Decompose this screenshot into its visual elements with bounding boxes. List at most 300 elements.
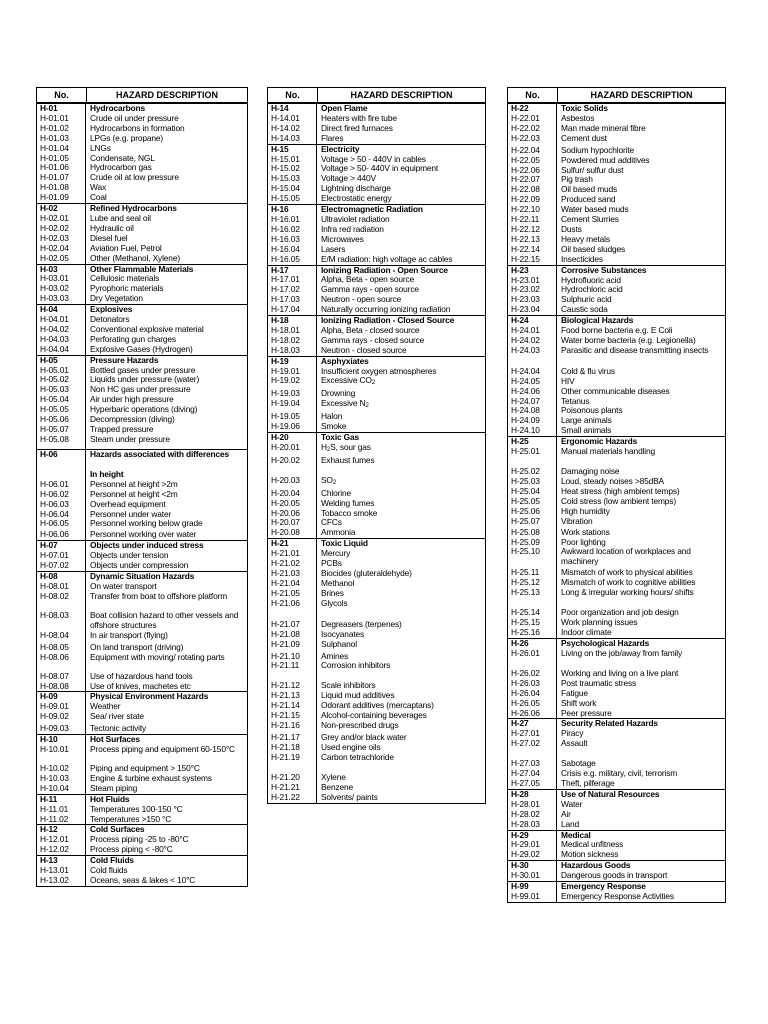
group-row [508,436,725,447]
hazard-code: H-09.02 [37,712,86,724]
hazard-code: H-06.02 [37,490,86,500]
hazard-code: H-08.04 [37,631,86,643]
table-row [268,422,485,432]
hazard-code: H-08.06 [37,653,86,672]
hazard-code: H-05.04 [37,395,86,405]
hazard-code: H-18.01 [268,326,317,336]
table-row [37,653,247,672]
hazard-description: Cement dust [561,133,607,143]
hazard-description: Indoor climate [561,628,612,638]
table-row [268,155,485,165]
hazard-code: H-08 [37,572,86,582]
hazard-code: H-15.04 [268,184,317,194]
hazard-description: Objects under tension [90,551,169,561]
hazard-code: H-26.02 [508,669,557,679]
table-row [268,569,485,579]
hazard-description: Personnel under water [90,509,172,519]
table-row [508,124,725,134]
hazard-description: Alpha, Beta - closed source [321,325,420,335]
table-row [508,769,725,779]
hazard-description: Conventional explosive material [90,324,204,334]
hazard-code: H-16.03 [268,235,317,245]
hazard-code: H-99.01 [508,892,557,902]
hazard-description: Other Flammable Materials [90,264,194,274]
table-row [268,630,485,640]
table-row [508,689,725,699]
hazard-description: Hydraulic oil [90,223,134,233]
hazard-description: Theft, pilferage [561,779,615,789]
hazard-code: H-28.02 [508,810,557,820]
table-row [268,528,485,538]
hazard-code: H-25.16 [508,628,557,638]
hazard-code: H-27.05 [508,779,557,789]
hazard-code: H-04 [37,305,86,315]
table-row [508,618,725,628]
hazard-code: H-27 [508,719,557,729]
group-row [268,315,485,326]
hazard-code: H-01.06 [37,163,86,173]
group-row [508,315,725,326]
table-row [268,509,485,519]
table-row [37,745,247,764]
hazard-code: H-29.02 [508,850,557,860]
hazard-description: Biocides (gluteraldehyde) [321,568,412,578]
hazard-description: Ionizing Radiation - Open Source [321,265,448,275]
hazard-description: Personnel at height >2m [90,479,178,489]
hazard-rows-middle [268,103,485,803]
hazard-code: H-28.01 [508,800,557,810]
hazard-description: Oil based sludges [561,244,626,254]
hazard-code: H-21.05 [268,589,317,599]
hazard-code: H-27.04 [508,769,557,779]
hazard-code: H-01.05 [37,154,86,164]
hazard-code: H-29.01 [508,840,557,850]
table-row [508,235,725,245]
table-row [37,631,247,643]
hazard-code: H-21.09 [268,640,317,652]
table-row [268,793,485,803]
hazard-code: H-22.06 [508,166,557,176]
hazard-code: H-10 [37,735,86,745]
hazard-code: H-28.03 [508,820,557,830]
table-row [508,588,725,608]
hazard-code: H-19.04 [268,399,317,412]
hazard-description: Detonators [90,315,130,325]
table-row [268,652,485,662]
table-row [268,661,485,681]
hazard-description: Direct fired furnaces [321,123,393,133]
table-row [37,592,247,611]
table-row [508,538,725,548]
hazard-description: Parasitic and disease transmitting insects [561,345,709,355]
hazard-description: Methanol [321,578,355,588]
hazard-description: Naturally occurring ionizing radiation [321,305,451,315]
table-header [268,88,485,103]
hazard-code: H-11.01 [37,805,86,815]
hazard-description: Temperatures >150 °C [90,814,172,824]
hazard-code: H-22.02 [508,124,557,134]
table-row [268,245,485,255]
table-row [268,691,485,701]
hazard-code: H-21.15 [268,711,317,721]
table-row [37,784,247,794]
hazard-table-middle [267,87,486,804]
hazard-code: H-12.02 [37,845,86,855]
hazard-description: Process piping and equipment 60-150°C [90,745,235,755]
hazard-code: H-02.02 [37,224,86,234]
hazard-description: Motion sickness [561,850,619,860]
hazard-code: H-09.01 [37,702,86,712]
table-row [508,387,725,397]
hazard-code: H-26.03 [508,679,557,689]
table-row [508,759,725,769]
hazard-code: H-25.01 [508,447,557,467]
hazard-code: H-05.01 [37,366,86,376]
hazard-description: Sabotage [561,759,596,769]
hazard-code: H-26.05 [508,699,557,709]
hazard-code: H-07.01 [37,551,86,561]
table-row [508,850,725,860]
hazard-code: H-09 [37,692,86,702]
hazard-code: H-18.03 [268,346,317,356]
hazard-code: H-01 [37,104,86,114]
table-row [508,729,725,739]
hazard-code: H-25.03 [508,477,557,487]
hazard-code: H-24.01 [508,326,557,336]
hazard-description: Other communicable diseases [561,386,670,396]
hazard-description: Drowning [321,389,356,399]
table-row [508,699,725,709]
hazard-description: Air [561,809,571,819]
hazard-description: Hydrocarbons in formation [90,123,185,133]
hazard-code: H-17.03 [268,295,317,305]
table-row [508,810,725,820]
table-row [508,166,725,176]
hazard-code: H-16.05 [268,255,317,265]
table-row [268,743,485,753]
hazard-description: Insecticides [561,254,603,264]
hazard-description: Electricity [321,144,360,154]
group-row [508,789,725,800]
hazard-description: Voltage > 440V [321,174,376,184]
group-row [508,830,725,841]
hazard-description: CFCs [321,518,342,528]
hazard-description: Alcohol-containing beverages [321,711,427,721]
hazard-code: H-06.05 [37,519,86,530]
hazard-code: H-16.04 [268,245,317,255]
table-row [508,134,725,146]
hazard-code: H-19.06 [268,422,317,432]
hazard-code: H-21.13 [268,691,317,701]
hazard-code: H-21.19 [268,753,317,773]
hazard-code: H-21.08 [268,630,317,640]
hazard-description: Shift work [561,698,597,708]
hazard-code: H-23.03 [508,295,557,305]
table-row [37,876,247,886]
hazard-description: Neutron - closed source [321,345,407,355]
table-row [268,389,485,399]
group-row [37,355,247,366]
hazard-code: H-05.02 [37,375,86,385]
table-row [268,443,485,456]
hazard-description: Welding fumes [321,498,375,508]
table-row [268,549,485,559]
hazard-code: H-25.05 [508,497,557,507]
hazard-description: E/M radiation: high voltage ac cables [321,254,453,264]
hazard-code: H-06.03 [37,500,86,510]
hazard-description: Neutron - open source [321,295,402,305]
hazard-code: H-06 [37,450,86,470]
hazard-code: H-11 [37,795,86,805]
hazard-description: Water borne bacteria (e.g. Legionella) [561,335,696,345]
hazard-code: H-03.01 [37,274,86,284]
hazard-description: Assault [561,739,588,749]
table-row [508,185,725,195]
hazard-code: H-15.01 [268,155,317,165]
table-row [268,733,485,743]
hazard-description: Explosives [90,305,133,315]
hazard-description: Tetanus [561,396,590,406]
hazard-code: H-27.03 [508,759,557,769]
hazard-code: H-18 [268,316,317,326]
table-row [268,295,485,305]
table-row [508,285,725,295]
hazard-description: Loud, steady noises >85dBA [561,477,664,486]
table-row [268,346,485,356]
hazard-description: Security Related Hazards [561,719,658,729]
hazard-description: Physical Environment Hazards [90,692,209,702]
hazard-description: Powdered mud additives [561,155,650,165]
hazard-description: Benzene [321,782,354,792]
hazard-description: Large animals [561,416,612,426]
hazard-description: Hyperbaric operations (diving) [90,405,198,415]
hazard-code: H-17.02 [268,285,317,295]
hazard-code: H-24.06 [508,387,557,397]
hazard-description: Objects under compression [90,561,189,571]
table-row [508,487,725,497]
hazard-code: H-16.01 [268,215,317,225]
group-row [268,103,485,114]
hazard-code: H-05.08 [37,435,86,449]
table-row [37,815,247,825]
hazard-description: Heat stress (high ambient temps) [561,486,680,496]
hazard-description: Heavy metals [561,234,610,244]
hazard-description: Asbestos [561,113,595,123]
table-row [268,174,485,184]
hazard-code: H-14.02 [268,124,317,134]
hazard-description: Toxic Gas [321,433,360,442]
hazard-description: Work planning issues [561,618,638,628]
hazard-code: H-24.10 [508,426,557,436]
hazard-rows-right [508,103,725,902]
table-row [37,254,247,264]
hazard-code: H-09.03 [37,724,86,734]
hazard-description: Work stations [561,527,610,537]
hazard-code: H-07.02 [37,561,86,571]
hazard-description: Asphyxiates [321,356,369,366]
table-row [508,406,725,416]
hazard-code: H-25.11 [508,568,557,578]
table-row [268,599,485,620]
hazard-description: Piracy [561,729,584,739]
hazard-description: Dangerous goods in transport [561,871,668,881]
hazard-code: H-26.01 [508,649,557,669]
table-row [508,195,725,205]
hazard-description: LNGs [90,143,111,153]
hazard-code: H-20.08 [268,528,317,538]
table-row [37,193,247,203]
table-row [508,547,725,568]
table-row [268,326,485,336]
hazard-code: H-23 [508,266,557,276]
hazard-code: H-20.02 [268,456,317,476]
table-row [508,336,725,346]
hazard-code: H-06.01 [37,480,86,490]
hazard-code: H-25.15 [508,618,557,628]
hazard-code: H-16 [268,205,317,215]
hazard-code: H-02.04 [37,244,86,254]
hazard-code: H-04.02 [37,325,86,335]
hazard-description: Dynamic Situation Hazards [90,572,195,582]
hazard-description: Engine & turbine exhaust systems [90,773,212,783]
hazard-code: H-22.09 [508,195,557,205]
table-row [508,477,725,487]
hazard-code: H-21.06 [268,599,317,620]
table-row [37,682,247,692]
hazard-description: Cold Fluids [90,856,134,866]
hazard-code: H-26.04 [508,689,557,699]
hazard-code: H-24 [508,316,557,326]
table-row [508,175,725,185]
hazard-code: H-10.04 [37,784,86,794]
hazard-description: Corrosive Substances [561,265,647,275]
hazard-description: On water transport [90,581,157,591]
hazard-description: Transfer from boat to offshore platform [90,591,228,601]
hazard-description: Tectonic activity [90,724,147,734]
hazard-description: Objects under induced stress [90,541,204,551]
hazard-description: In air transport (flying) [90,630,168,640]
hazard-description: Liquids under pressure (water) [90,375,200,385]
group-row [508,265,725,276]
hazard-code: H-16.02 [268,225,317,235]
hazard-code: H-21.10 [268,652,317,662]
hazard-code: H-21.20 [268,773,317,783]
table-row [268,681,485,691]
hazard-code: H-27.01 [508,729,557,739]
hazard-code: H-15 [268,145,317,155]
hazard-code: H-04.01 [37,315,86,325]
hazard-description: Process piping < -80°C [90,845,173,855]
hazard-code: H-21.18 [268,743,317,753]
table-header [37,88,247,103]
table-row [268,184,485,194]
hazard-description: Awkward location of workplaces and machinery [561,547,691,567]
hazard-description: Microwaves [321,234,364,244]
hazard-code: H-19.05 [268,412,317,422]
hazard-code: H-23.01 [508,276,557,286]
hazard-code: H-30 [508,861,557,871]
hazard-code: H-22.01 [508,114,557,124]
hazard-description: Explosive Gases (Hydrogen) [90,344,193,354]
hazard-description: Weather [90,702,121,712]
hazard-description: Xylene [321,772,346,782]
hazard-description: Isocyanates [321,629,365,639]
table-row [508,346,725,367]
hazard-code: H-05.06 [37,415,86,425]
hazard-description: Process piping -25 to -80°C [90,835,189,845]
hazard-description: Electrostatic energy [321,194,392,204]
table-row [508,245,725,255]
table-row [268,215,485,225]
hazard-description: Insufficient oxygen atmospheres [321,366,437,376]
hazard-description: Bottled gases under pressure [90,365,196,375]
hazard-description: Aviation Fuel, Petrol [90,243,162,253]
hazard-description: In height [90,469,124,479]
table-row [37,611,247,631]
hazard-code: H-04.04 [37,345,86,355]
hazard-description: Equipment with moving/ rotating parts [90,652,225,662]
hazard-description: Personnel working over water [90,530,197,540]
hazard-description: Infra red radiation [321,224,384,234]
table-row [268,489,485,499]
table-row [268,235,485,245]
hazard-code: H-05.07 [37,425,86,435]
hazard-code: H-21.14 [268,701,317,711]
hazard-description: Solvents/ paints [321,792,378,802]
hazard-code: H-17.04 [268,305,317,315]
table-row [268,783,485,793]
group-row [508,103,725,114]
hazard-code: H-08.02 [37,592,86,611]
hazard-description: Wax [90,183,106,193]
hazard-description: Small animals [561,426,612,436]
hazard-code: H-20.04 [268,489,317,499]
hazard-description: Sulfur/ sulfur dust [561,165,624,175]
hazard-code: H-01.04 [37,144,86,154]
hazard-code: H-06.04 [37,510,86,520]
table-row [37,724,247,734]
hazard-description: Oil based muds [561,185,618,195]
hazard-description: Lasers [321,244,346,254]
hazard-description: Hydrochloric acid [561,285,623,295]
hazard-code: H-21.02 [268,559,317,569]
hazard-description: Hydrocarbon gas [90,163,152,173]
hazard-code: H-19.03 [268,389,317,399]
group-row [268,432,485,443]
hazard-description: Scale inhibitors [321,681,376,691]
table-row [268,559,485,569]
hazard-description: Fatigue [561,688,588,698]
hazard-description: Food borne bacteria e.g. E Coli [561,326,673,336]
table-row [268,711,485,721]
hazard-description: Pressure Hazards [90,355,159,365]
hazard-description: Gamma rays - open source [321,285,419,295]
hazard-description: Cold Surfaces [90,825,145,835]
table-row [508,779,725,789]
hazard-code: H-01.01 [37,114,86,124]
hazard-description: Personnel at height <2m [90,489,178,499]
hazard-description: Personnel working below grade [90,519,203,529]
table-row [268,376,485,389]
group-row [37,794,247,805]
hazard-code: H-10.02 [37,764,86,774]
hazard-description: Land [561,819,580,829]
hazard-description: Water [561,799,583,809]
hazard-code: H-10.01 [37,745,86,764]
hazard-description: Use of knives, machetes etc [90,681,191,691]
hazard-description: Heaters with fire tube [321,113,397,123]
table-row [508,447,725,467]
